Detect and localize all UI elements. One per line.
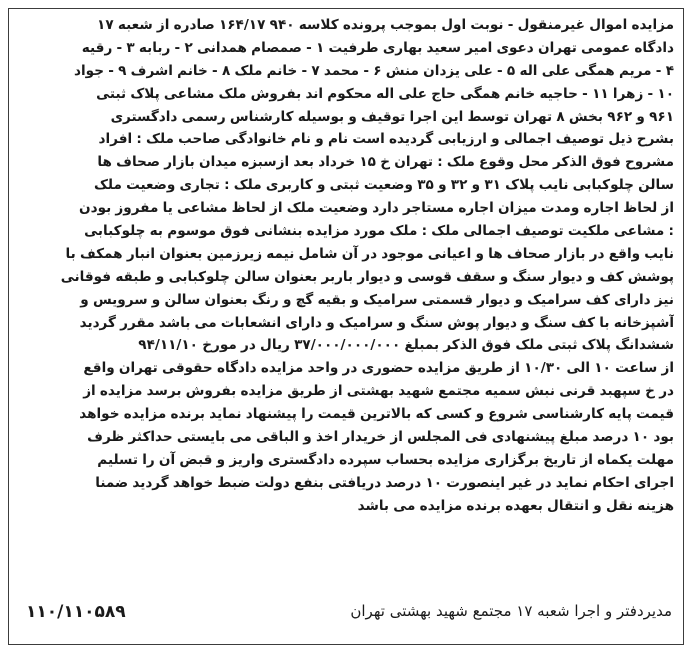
notice-line: از لحاظ اجاره ومدت میزان اجاره مستاجر دارد وضعیت ملک از لحاظ مشاعی یا مفروز بودن <box>78 200 674 217</box>
notice-line: اجرای احکام نماید در غیر اینصورت ۱۰ درصد دریافتی بنفع دولت ضبط خواهد گردید ضمنا <box>95 474 674 491</box>
notice-line: سالن چلوکبابی نایب پلاک ۳۱ و ۳۲ و ۳۵ وضعیت ثبتی و کاربری ملک : تجاری وضعیت ملک <box>94 177 674 194</box>
notice-line: مشروح فوق الذکر محل وقوع ملک : تهران خ ۱۵ خرداد بعد ازسبزه میدان بازار صحاف ها <box>97 154 674 171</box>
notice-line: ۴ - مریم همگی علی اله ۵ - علی یزدان منش ۶ - محمد ۷ - خانم ملک ۸ - خانم اشرف ۹ - جواد <box>74 62 674 79</box>
notice-line: دادگاه عمومی تهران دعوی امیر سعید بهاری طرفیت ۱ - صمصام همدانی ۲ - ربابه ۳ - رقیه <box>81 39 674 56</box>
notice-line: قیمت پایه کارشناسی شروع و کسی که بالاترین قیمت را پیشنهاد نماید برنده مزایده خواهد <box>79 406 674 423</box>
notice-footer <box>22 602 672 628</box>
notice-line: در خ سپهبد قرنی نبش سمیه مجتمع شهید بهشتی از طریق مزایده بفروش برسد مزایده از <box>83 383 674 400</box>
notice-line: هزینه نقل و انتقال بعهده برنده مزایده می باشد <box>357 497 674 514</box>
notice-line: آشپزخانه با کف سنگ و دیوار پوش سنگ و سرامیک و دارای انشعابات می باشد مقرر گردید <box>79 314 674 331</box>
notice-code: ۱۱۰/۱۱۰۵۸۹ <box>26 602 126 622</box>
notice-line: ششدانگ پلاک ثبتی ملک فوق الذکر بمبلغ ۳۷/۰۰۰/۰۰۰/۰۰۰ ریال در مورخ ۹۴/۱۱/۱۰ <box>138 337 674 354</box>
issuing-office: مدیردفتر و اجرا شعبه ۱۷ مجتمع شهید بهشتی تهران <box>350 602 672 620</box>
notice-line: از ساعت ۱۰ الی ۱۰/۳۰ از طریق مزایده حضوری در واحد مزایده دادگاه حقوقی تهران واقع <box>83 360 674 377</box>
notice-line: ۱۰ - زهرا ۱۱ - حاجیه خانم همگی حاج علی اله محکوم اند بفروش ملک مشاعی پلاک ثبتی <box>96 85 674 102</box>
notice-line: نیز دارای کف سرامیک و دیوار قسمتی سرامیک و بقیه گچ و رنگ بعنوان سالن و سرویس و <box>80 291 674 308</box>
notice-line: پوشش کف و دیوار سنگ و سقف قوسی و دیوار باربر بعنوان سالن چلوکبابی و طبقه فوقانی <box>60 268 674 285</box>
notice-line: ۹۶۱ و ۹۶۲ بخش ۸ تهران توسط این اجرا توقیف و بوسیله کارشناس رسمی دادگستری <box>110 108 674 125</box>
auction-notice-text <box>20 14 674 518</box>
notice-line: مزایده اموال غیرمنقول - نوبت اول بموجب پرونده کلاسه ۹۴۰ ۱۶۴/۱۷ صادره از شعبه ۱۷ <box>97 17 674 33</box>
notice-line: بشرح ذیل توصیف اجمالی و ارزیابی گردیده است نام و نام خانوادگی صاحب ملک : افراد <box>98 131 674 148</box>
notice-line: نایب واقع در بازار صحاف ها و اعیانی موجود در آن شامل نیمه زیرزمین بعنوان انبار همکف با <box>65 245 674 262</box>
notice-line: بود ۱۰ درصد مبلغ پیشنهادی فی المجلس از خریدار اخذ و الباقی می بایستی حداکثر ظرف <box>87 429 674 446</box>
notice-line: : مشاعی ملکیت توصیف اجمالی ملک : ملک مورد مزایده بنشانی فوق موسوم به چلوکبابی <box>84 223 674 240</box>
notice-line: مهلت یکماه از تاریخ برگزاری مزایده بحساب سپرده دادگستری واریز و قبض آن را تسلیم <box>97 451 674 468</box>
